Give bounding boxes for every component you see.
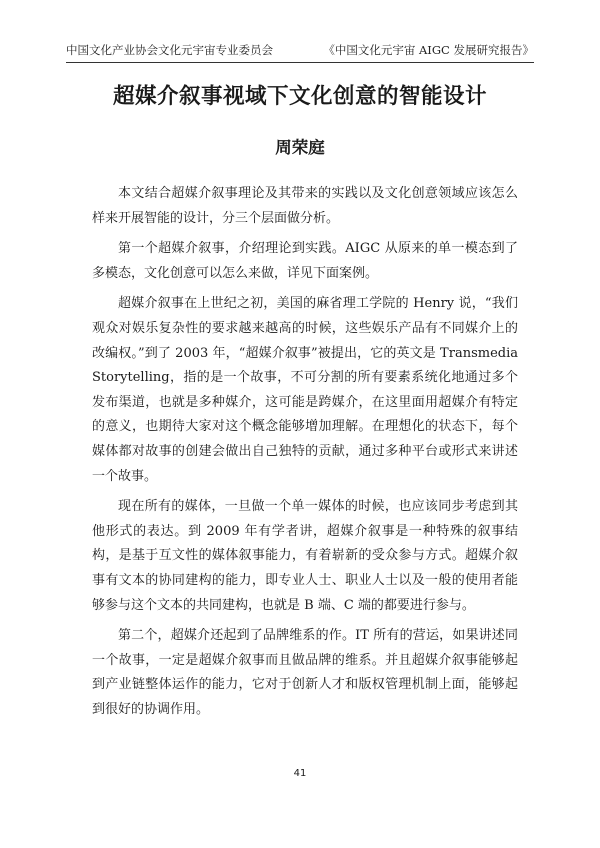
paragraph-2: 第一个超媒介叙事，介绍理论到实践。AIGC 从原来的单一模态到了多模态，文化创意可以怎么来做，详见下面案例。 [92,241,518,281]
running-header [66,40,534,63]
header-organization: 中国文化产业协会文化元宇宙专业委员会 [66,43,273,57]
article-author: 周荣庭 [275,138,325,157]
paragraph-3: 超媒介叙事在上世纪之初，美国的麻省理工学院的 Henry 说，“我们观众对娱乐复杂性的要求越来越高的时候，这些娱乐产品有不同媒介上的改编权。”到了 2003 年，“超媒介叙事”被提出，它的英文是 Transmedia Storytelling，指的是一个故事，不可分割的所有要素系统化地通过多个发布渠道，也就是多种媒介，这可能是跨媒介，在这里面用超媒介有特定的意义，也期待大家对这个概念能够增加理解。在理想化的状态下，每个媒体都对故事的创建会做出自己独特的贡献，通过多种平台或形式来讲述一个故事。 [92,296,518,484]
page-number: 41 [293,768,307,779]
article-title: 超媒介叙事视域下文化创意的智能设计 [112,84,487,109]
paragraph-1: 本文结合超媒介叙事理论及其带来的实践以及文化创意领域应该怎么样来开展智能的设计，分三个层面做分析。 [92,186,518,226]
article-body [92,182,518,728]
paragraph-5: 第二个，超媒介还起到了品牌维系的作。IT 所有的营运，如果讲述同一个故事，一定是超媒介叙事而且做品牌的维系。并且超媒介叙事能够起到产业链整体运作的能力，它对于创新人才和版权管理机制上面，能够起到很好的协调作用。 [92,628,518,717]
header-report-title: 《中国文化元宇宙 AIGC 发展研究报告》 [323,43,534,57]
paragraph-4: 现在所有的媒体，一旦做一个单一媒体的时候，也应该同步考虑到其他形式的表达。到 2009 年有学者讲，超媒介叙事是一种特殊的叙事结构，是基于互文性的媒体叙事能力，有着崭新的受众参与方式。超媒介叙事有文本的协同建构的能力，即专业人士、职业人士以及一般的使用者能够参与这个文本的共同建构，也就是 B 端、C 端的都要进行参与。 [92,499,518,613]
